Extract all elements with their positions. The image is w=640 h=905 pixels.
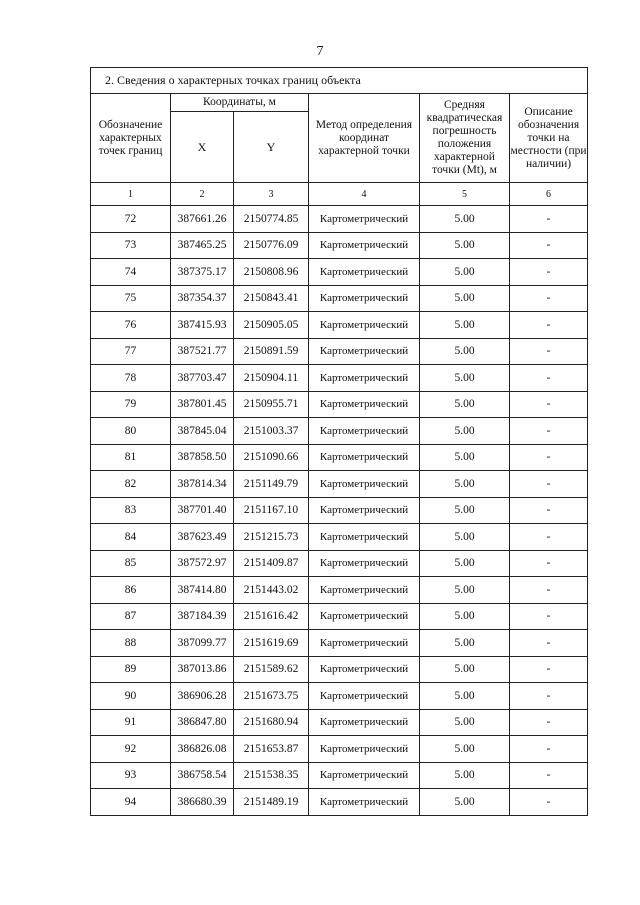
description-cell: - <box>510 444 588 471</box>
error-cell: 5.00 <box>420 630 510 657</box>
y-cell: 2151616.42 <box>234 603 309 630</box>
error-cell: 5.00 <box>420 524 510 551</box>
y-cell: 2151003.37 <box>234 418 309 445</box>
point-cell: 78 <box>91 365 171 392</box>
table-row <box>91 471 588 498</box>
y-cell: 2151673.75 <box>234 683 309 710</box>
header-y: Y <box>234 112 309 183</box>
x-cell: 387845.04 <box>171 418 234 445</box>
error-cell: 5.00 <box>420 418 510 445</box>
description-cell: - <box>510 285 588 312</box>
point-cell: 72 <box>91 206 171 233</box>
y-cell: 2150955.71 <box>234 391 309 418</box>
method-cell: Картометрический <box>309 550 420 577</box>
point-cell: 73 <box>91 232 171 259</box>
y-cell: 2151653.87 <box>234 736 309 763</box>
table-row <box>91 365 588 392</box>
description-cell: - <box>510 497 588 524</box>
header-x: X <box>171 112 234 183</box>
x-cell: 387703.47 <box>171 365 234 392</box>
method-cell: Картометрический <box>309 656 420 683</box>
table-row <box>91 497 588 524</box>
table-row <box>91 259 588 286</box>
description-cell: - <box>510 418 588 445</box>
y-cell: 2151589.62 <box>234 656 309 683</box>
method-cell: Картометрический <box>309 789 420 816</box>
description-cell: - <box>510 259 588 286</box>
column-number: 6 <box>510 183 588 206</box>
description-cell: - <box>510 338 588 365</box>
error-cell: 5.00 <box>420 577 510 604</box>
description-cell: - <box>510 762 588 789</box>
table-row <box>91 789 588 816</box>
method-cell: Картометрический <box>309 338 420 365</box>
column-number: 1 <box>91 183 171 206</box>
x-cell: 387521.77 <box>171 338 234 365</box>
error-cell: 5.00 <box>420 259 510 286</box>
description-cell: - <box>510 471 588 498</box>
table-row <box>91 524 588 551</box>
column-number: 3 <box>234 183 309 206</box>
method-cell: Картометрический <box>309 497 420 524</box>
header-description: Описание обозначения точки на местности (при наличии) <box>510 94 588 183</box>
error-cell: 5.00 <box>420 736 510 763</box>
y-cell: 2150843.41 <box>234 285 309 312</box>
point-cell: 91 <box>91 709 171 736</box>
x-cell: 387572.97 <box>171 550 234 577</box>
x-cell: 387375.17 <box>171 259 234 286</box>
error-cell: 5.00 <box>420 497 510 524</box>
x-cell: 386906.28 <box>171 683 234 710</box>
point-cell: 82 <box>91 471 171 498</box>
x-cell: 387184.39 <box>171 603 234 630</box>
y-cell: 2151149.79 <box>234 471 309 498</box>
y-cell: 2151489.19 <box>234 789 309 816</box>
y-cell: 2150776.09 <box>234 232 309 259</box>
x-cell: 387415.93 <box>171 312 234 339</box>
method-cell: Картометрический <box>309 259 420 286</box>
y-cell: 2150904.11 <box>234 365 309 392</box>
method-cell: Картометрический <box>309 232 420 259</box>
table-row <box>91 736 588 763</box>
method-cell: Картометрический <box>309 577 420 604</box>
table-row <box>91 630 588 657</box>
x-cell: 386826.08 <box>171 736 234 763</box>
point-cell: 81 <box>91 444 171 471</box>
y-cell: 2151167.10 <box>234 497 309 524</box>
description-cell: - <box>510 524 588 551</box>
table-row <box>91 312 588 339</box>
error-cell: 5.00 <box>420 683 510 710</box>
error-cell: 5.00 <box>420 338 510 365</box>
description-cell: - <box>510 683 588 710</box>
method-cell: Картометрический <box>309 709 420 736</box>
point-cell: 80 <box>91 418 171 445</box>
description-cell: - <box>510 603 588 630</box>
table-row <box>91 603 588 630</box>
y-cell: 2151215.73 <box>234 524 309 551</box>
x-cell: 386758.54 <box>171 762 234 789</box>
error-cell: 5.00 <box>420 656 510 683</box>
error-cell: 5.00 <box>420 206 510 233</box>
y-cell: 2150905.05 <box>234 312 309 339</box>
error-cell: 5.00 <box>420 789 510 816</box>
table-row <box>91 656 588 683</box>
point-cell: 90 <box>91 683 171 710</box>
error-cell: 5.00 <box>420 444 510 471</box>
description-cell: - <box>510 736 588 763</box>
method-cell: Картометрический <box>309 312 420 339</box>
point-cell: 75 <box>91 285 171 312</box>
method-cell: Картометрический <box>309 603 420 630</box>
header-error: Средняя квадратическая погрешность положения характерной точки (Mt), м <box>420 94 510 183</box>
x-cell: 386680.39 <box>171 789 234 816</box>
table-row <box>91 391 588 418</box>
table-row <box>91 338 588 365</box>
error-cell: 5.00 <box>420 603 510 630</box>
x-cell: 387099.77 <box>171 630 234 657</box>
column-number: 4 <box>309 183 420 206</box>
column-numbers-row <box>91 183 588 206</box>
table-row <box>91 550 588 577</box>
x-cell: 387801.45 <box>171 391 234 418</box>
table-row <box>91 285 588 312</box>
error-cell: 5.00 <box>420 285 510 312</box>
description-cell: - <box>510 365 588 392</box>
description-cell: - <box>510 312 588 339</box>
point-cell: 88 <box>91 630 171 657</box>
header-point: Обозначение характерных точек границ <box>91 94 171 183</box>
y-cell: 2151538.35 <box>234 762 309 789</box>
description-cell: - <box>510 232 588 259</box>
header-coordinates: Координаты, м <box>171 94 309 112</box>
page-number: 7 <box>316 44 324 59</box>
description-cell: - <box>510 709 588 736</box>
description-cell: - <box>510 206 588 233</box>
point-cell: 74 <box>91 259 171 286</box>
method-cell: Картометрический <box>309 418 420 445</box>
error-cell: 5.00 <box>420 312 510 339</box>
method-cell: Картометрический <box>309 285 420 312</box>
method-cell: Картометрический <box>309 683 420 710</box>
method-cell: Картометрический <box>309 762 420 789</box>
column-number: 5 <box>420 183 510 206</box>
y-cell: 2150808.96 <box>234 259 309 286</box>
method-cell: Картометрический <box>309 365 420 392</box>
table-row <box>91 232 588 259</box>
y-cell: 2151680.94 <box>234 709 309 736</box>
point-cell: 76 <box>91 312 171 339</box>
error-cell: 5.00 <box>420 709 510 736</box>
point-cell: 87 <box>91 603 171 630</box>
table-row <box>91 762 588 789</box>
error-cell: 5.00 <box>420 550 510 577</box>
point-cell: 86 <box>91 577 171 604</box>
method-cell: Картометрический <box>309 444 420 471</box>
x-cell: 386847.80 <box>171 709 234 736</box>
error-cell: 5.00 <box>420 471 510 498</box>
error-cell: 5.00 <box>420 365 510 392</box>
x-cell: 387814.34 <box>171 471 234 498</box>
description-cell: - <box>510 630 588 657</box>
point-cell: 85 <box>91 550 171 577</box>
section-title: 2. Сведения о характерных точках границ объекта <box>91 68 588 94</box>
x-cell: 387661.26 <box>171 206 234 233</box>
point-cell: 83 <box>91 497 171 524</box>
error-cell: 5.00 <box>420 232 510 259</box>
x-cell: 387701.40 <box>171 497 234 524</box>
header-method: Метод определения координат характерной точки <box>309 94 420 183</box>
description-cell: - <box>510 789 588 816</box>
point-cell: 84 <box>91 524 171 551</box>
boundary-points-table <box>90 67 588 816</box>
description-cell: - <box>510 577 588 604</box>
y-cell: 2151443.02 <box>234 577 309 604</box>
point-cell: 94 <box>91 789 171 816</box>
x-cell: 387858.50 <box>171 444 234 471</box>
method-cell: Картометрический <box>309 391 420 418</box>
point-cell: 89 <box>91 656 171 683</box>
x-cell: 387465.25 <box>171 232 234 259</box>
method-cell: Картометрический <box>309 630 420 657</box>
method-cell: Картометрический <box>309 471 420 498</box>
x-cell: 387623.49 <box>171 524 234 551</box>
table-row <box>91 444 588 471</box>
table-row <box>91 206 588 233</box>
y-cell: 2151090.66 <box>234 444 309 471</box>
table-row <box>91 418 588 445</box>
x-cell: 387354.37 <box>171 285 234 312</box>
point-cell: 77 <box>91 338 171 365</box>
table-row <box>91 577 588 604</box>
method-cell: Картометрический <box>309 524 420 551</box>
description-cell: - <box>510 550 588 577</box>
table-row <box>91 709 588 736</box>
y-cell: 2151409.87 <box>234 550 309 577</box>
y-cell: 2150774.85 <box>234 206 309 233</box>
description-cell: - <box>510 391 588 418</box>
error-cell: 5.00 <box>420 762 510 789</box>
y-cell: 2150891.59 <box>234 338 309 365</box>
point-cell: 79 <box>91 391 171 418</box>
method-cell: Картометрический <box>309 736 420 763</box>
method-cell: Картометрический <box>309 206 420 233</box>
table-row <box>91 683 588 710</box>
x-cell: 387414.80 <box>171 577 234 604</box>
description-cell: - <box>510 656 588 683</box>
y-cell: 2151619.69 <box>234 630 309 657</box>
x-cell: 387013.86 <box>171 656 234 683</box>
point-cell: 93 <box>91 762 171 789</box>
point-cell: 92 <box>91 736 171 763</box>
column-number: 2 <box>171 183 234 206</box>
error-cell: 5.00 <box>420 391 510 418</box>
